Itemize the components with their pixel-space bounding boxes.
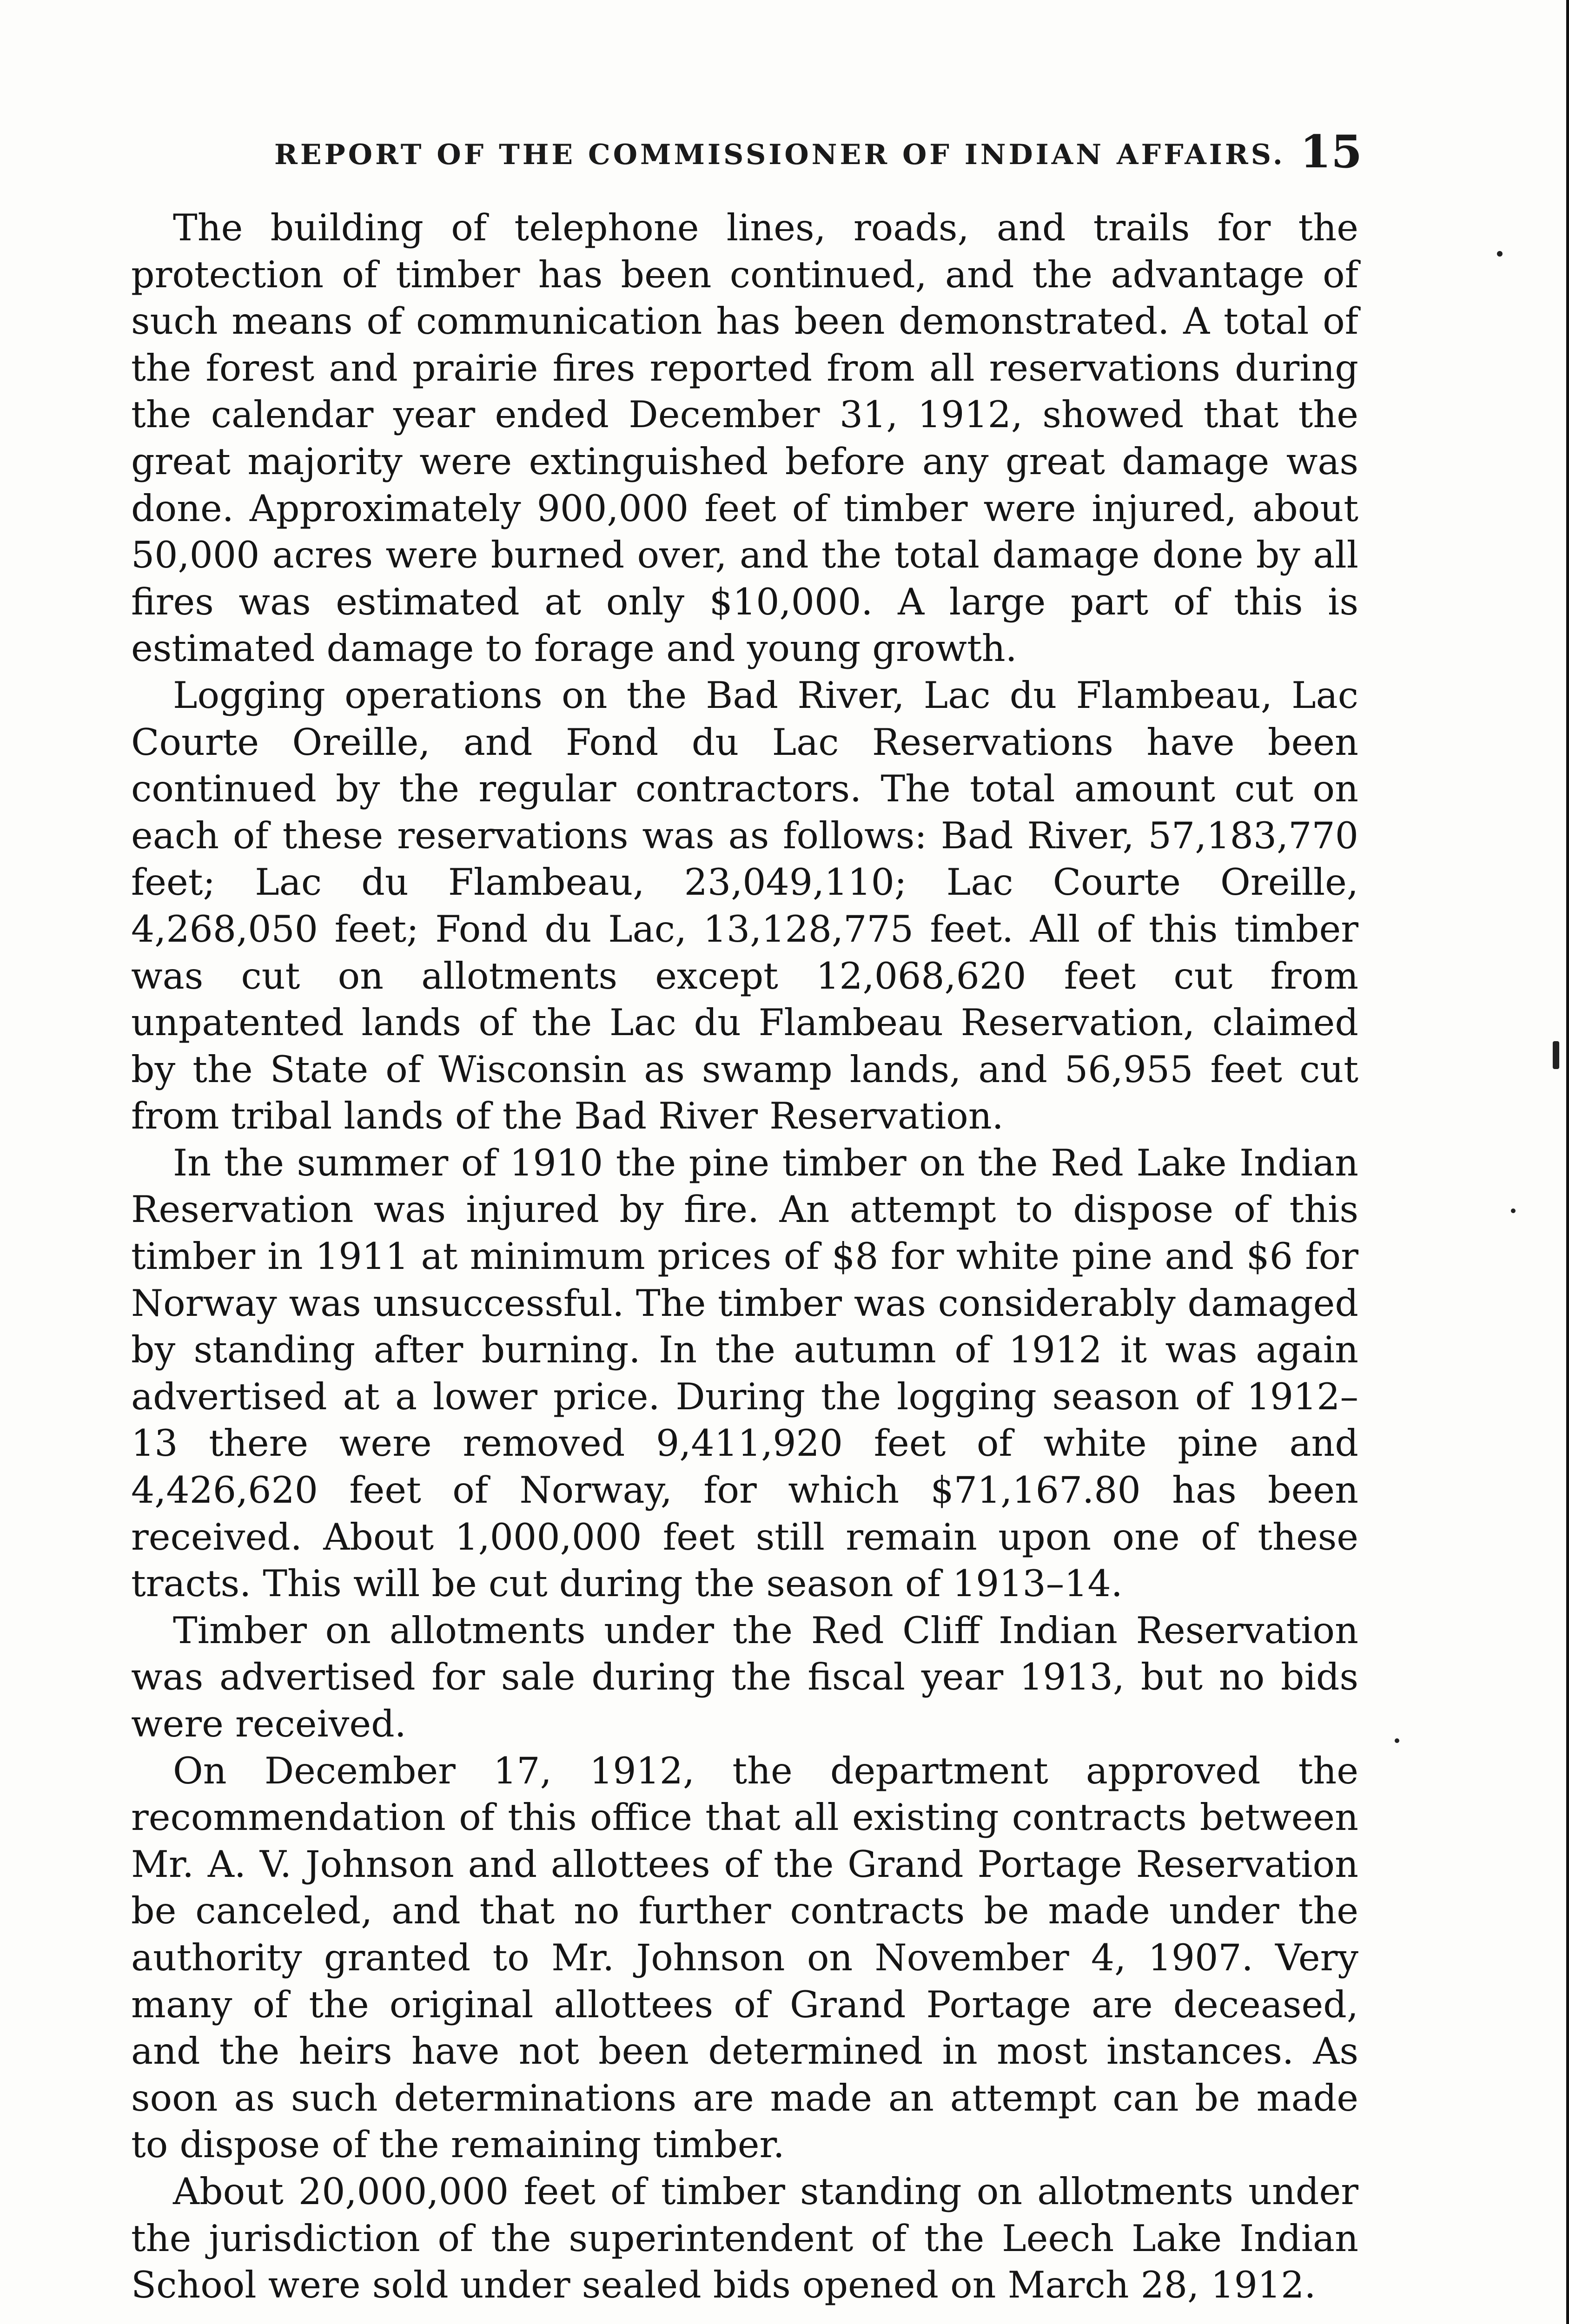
page-number: 15 (1300, 125, 1362, 178)
paragraph-logging-operations: Logging operations on the Bad River, Lac du Flambeau, Lac Courte Oreille, and Fond du Lac Reservations have been continued by the regular contractors. The total amount cut on each of these reservations was as follows: Bad River, 57,183,770 feet; Lac du Flambeau, 23,049,110; Lac Courte Oreille, 4,268,050 feet; Fond du Lac, 13,128,775 feet. All of this timber was cut on allotments except 12,068,620 feet cut from unpatented lands of the Lac du Flambeau Reservation, claimed by the State of Wisconsin as swamp lands, and 56,955 feet cut from tribal lands of the Bad River Reservation. (131, 673, 1358, 1138)
paragraph-grand-portage-contracts: On December 17, 1912, the department approved the recommendation of this office that all existing contracts between Mr. A. V. Johnson and allottees of the Grand Portage Reservation be canceled, and that no further contracts be made under the authority granted to Mr. Johnson on November 4, 1907. Very many of the original allottees of Grand Portage are deceased, and the heirs have not been determined in most instances. As soon as such determinations are made an attempt can be made to dispose of the remaining timber. (131, 1749, 1358, 2166)
scan-edge (1566, 0, 1569, 2324)
paragraph-fire-protection: The building of telephone lines, roads, and trails for the protection of timber has been continued, and the advantage of such means of communication has been demonstrated. A total of the forest and prairie fires reported from all reservations during the calendar year ended December 31, 1912, showed that the great majority were extinguished before any great damage was done. Approximately 900,000 feet of timber were injured, about 50,000 acres were burned over, and the total damage done by all fires was estimated at only $10,000. A large part of this is estimated damage to forage and young growth. (131, 206, 1358, 670)
page-header (274, 125, 1371, 186)
scan-speck (1395, 1738, 1399, 1743)
scan-speck (1497, 251, 1503, 257)
body-text (131, 205, 1358, 2309)
paragraph-red-lake-timber: In the summer of 1910 the pine timber on the Red Lake Indian Reservation was injured by fire. An attempt to dispose of this timber in 1911 at minimum prices of $8 for white pine and $6 for Norway was unsuccessful. The timber was considerably damaged by standing after burning. In the autumn of 1912 it was again advertised at a lower price. During the logging season of 1912–13 there were removed 9,411,920 feet of white pine and 4,426,620 feet of Norway, for which $71,167.80 has been received. About 1,000,000 feet still remain upon one of these tracts. This will be cut during the season of 1913–14. (131, 1141, 1358, 1605)
scan-speck (1553, 1041, 1559, 1069)
paragraph-leech-lake-sale: About 20,000,000 feet of timber standing on allotments under the jurisdiction of the superintendent of the Leech Lake Indian School were sold under sealed bids opened on March 28, 1912. (131, 2170, 1358, 2307)
scan-speck (1511, 1208, 1516, 1213)
running-head: REPORT OF THE COMMISSIONER OF INDIAN AFFAIRS. (274, 139, 1285, 171)
paragraph-red-cliff-timber: Timber on allotments under the Red Cliff Indian Reservation was advertised for sale during the fiscal year 1913, but no bids were received. (131, 1609, 1358, 1745)
